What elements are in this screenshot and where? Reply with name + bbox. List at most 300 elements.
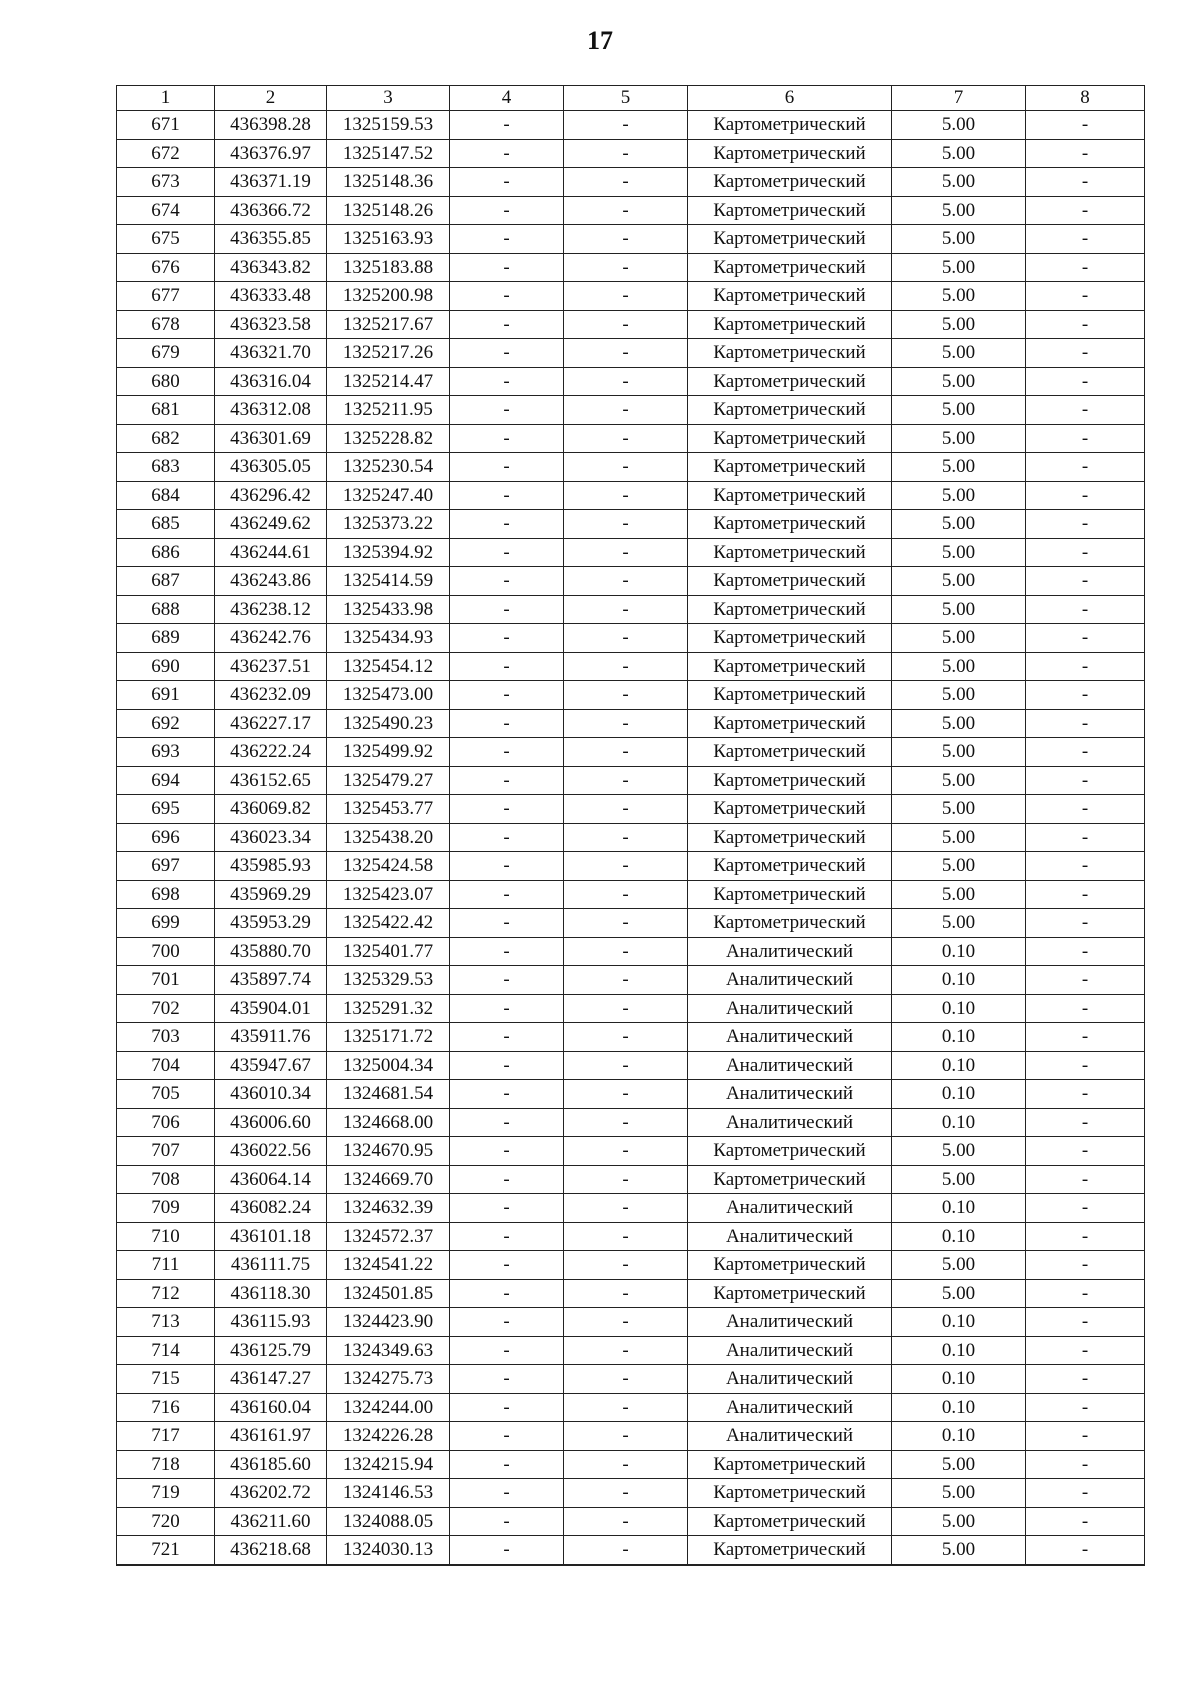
- column-8-cell: -: [1026, 709, 1145, 738]
- column-8-cell: -: [1026, 1279, 1145, 1308]
- method-cell: Картометрический: [688, 823, 892, 852]
- column-4-cell: -: [450, 196, 564, 225]
- y-coordinate-cell: 1325183.88: [327, 253, 450, 282]
- y-coordinate-cell: 1325230.54: [327, 453, 450, 482]
- method-cell: Аналитический: [688, 1023, 892, 1052]
- method-cell: Картометрический: [688, 538, 892, 567]
- accuracy-cell: 5.00: [892, 424, 1026, 453]
- accuracy-cell: 5.00: [892, 310, 1026, 339]
- column-5-cell: -: [564, 1194, 688, 1223]
- accuracy-cell: 0.10: [892, 937, 1026, 966]
- column-4-cell: -: [450, 282, 564, 311]
- method-cell: Картометрический: [688, 909, 892, 938]
- column-4-cell: -: [450, 795, 564, 824]
- table-row: [117, 624, 1145, 653]
- x-coordinate-cell: 436147.27: [215, 1365, 327, 1394]
- point-number-cell: 719: [117, 1479, 215, 1508]
- accuracy-cell: 5.00: [892, 738, 1026, 767]
- column-8-cell: -: [1026, 624, 1145, 653]
- table-row: [117, 111, 1145, 140]
- y-coordinate-cell: 1324423.90: [327, 1308, 450, 1337]
- x-coordinate-cell: 436211.60: [215, 1507, 327, 1536]
- column-8-cell: -: [1026, 1536, 1145, 1565]
- y-coordinate-cell: 1325148.26: [327, 196, 450, 225]
- point-number-cell: 677: [117, 282, 215, 311]
- x-coordinate-cell: 436227.17: [215, 709, 327, 738]
- accuracy-cell: 5.00: [892, 1279, 1026, 1308]
- y-coordinate-cell: 1324088.05: [327, 1507, 450, 1536]
- method-cell: Картометрический: [688, 310, 892, 339]
- column-5-cell: -: [564, 253, 688, 282]
- column-4-cell: -: [450, 1165, 564, 1194]
- column-4-cell: -: [450, 681, 564, 710]
- accuracy-cell: 5.00: [892, 168, 1026, 197]
- table-row: [117, 823, 1145, 852]
- accuracy-cell: 5.00: [892, 139, 1026, 168]
- column-5-cell: -: [564, 909, 688, 938]
- table-row: [117, 966, 1145, 995]
- accuracy-cell: 5.00: [892, 624, 1026, 653]
- column-8-cell: -: [1026, 196, 1145, 225]
- point-number-cell: 683: [117, 453, 215, 482]
- column-5-cell: -: [564, 453, 688, 482]
- coordinates-table: [116, 85, 1145, 1566]
- method-cell: Картометрический: [688, 396, 892, 425]
- y-coordinate-cell: 1324030.13: [327, 1536, 450, 1565]
- point-number-cell: 675: [117, 225, 215, 254]
- method-cell: Аналитический: [688, 966, 892, 995]
- column-4-cell: -: [450, 1308, 564, 1337]
- column-8-cell: -: [1026, 1080, 1145, 1109]
- column-5-cell: -: [564, 1308, 688, 1337]
- point-number-cell: 692: [117, 709, 215, 738]
- column-4-cell: -: [450, 567, 564, 596]
- method-cell: Аналитический: [688, 1422, 892, 1451]
- point-number-cell: 706: [117, 1108, 215, 1137]
- method-cell: Картометрический: [688, 1536, 892, 1565]
- column-5-cell: -: [564, 396, 688, 425]
- point-number-cell: 715: [117, 1365, 215, 1394]
- column-8-cell: -: [1026, 367, 1145, 396]
- x-coordinate-cell: 436101.18: [215, 1222, 327, 1251]
- method-cell: Аналитический: [688, 937, 892, 966]
- table-row: [117, 310, 1145, 339]
- point-number-cell: 674: [117, 196, 215, 225]
- table-row: [117, 994, 1145, 1023]
- y-coordinate-cell: 1325329.53: [327, 966, 450, 995]
- point-number-cell: 701: [117, 966, 215, 995]
- table-row: [117, 795, 1145, 824]
- y-coordinate-cell: 1325291.32: [327, 994, 450, 1023]
- x-coordinate-cell: 435897.74: [215, 966, 327, 995]
- column-8-cell: -: [1026, 823, 1145, 852]
- point-number-cell: 678: [117, 310, 215, 339]
- column-4-cell: -: [450, 1279, 564, 1308]
- column-8-cell: -: [1026, 1222, 1145, 1251]
- column-4-cell: -: [450, 1080, 564, 1109]
- accuracy-cell: 5.00: [892, 709, 1026, 738]
- point-number-cell: 671: [117, 111, 215, 140]
- y-coordinate-cell: 1325401.77: [327, 937, 450, 966]
- accuracy-cell: 0.10: [892, 1051, 1026, 1080]
- column-5-cell: -: [564, 339, 688, 368]
- accuracy-cell: 5.00: [892, 595, 1026, 624]
- x-coordinate-cell: 436242.76: [215, 624, 327, 653]
- column-8-cell: -: [1026, 1479, 1145, 1508]
- table-row: [117, 396, 1145, 425]
- y-coordinate-cell: 1324670.95: [327, 1137, 450, 1166]
- x-coordinate-cell: 436160.04: [215, 1393, 327, 1422]
- y-coordinate-cell: 1325433.98: [327, 595, 450, 624]
- column-5-cell: -: [564, 1365, 688, 1394]
- x-coordinate-cell: 436243.86: [215, 567, 327, 596]
- x-coordinate-cell: 436366.72: [215, 196, 327, 225]
- point-number-cell: 690: [117, 652, 215, 681]
- column-8-cell: -: [1026, 994, 1145, 1023]
- x-coordinate-cell: 436023.34: [215, 823, 327, 852]
- x-coordinate-cell: 436118.30: [215, 1279, 327, 1308]
- column-8-cell: -: [1026, 168, 1145, 197]
- column-5-cell: -: [564, 880, 688, 909]
- point-number-cell: 694: [117, 766, 215, 795]
- point-number-cell: 672: [117, 139, 215, 168]
- column-4-cell: -: [450, 852, 564, 881]
- column-8-cell: -: [1026, 909, 1145, 938]
- page-number: 17: [587, 26, 613, 55]
- point-number-cell: 712: [117, 1279, 215, 1308]
- column-5-cell: -: [564, 852, 688, 881]
- table-row: [117, 225, 1145, 254]
- y-coordinate-cell: 1325228.82: [327, 424, 450, 453]
- column-4-cell: -: [450, 1365, 564, 1394]
- column-4-cell: -: [450, 1023, 564, 1052]
- accuracy-cell: 5.00: [892, 681, 1026, 710]
- accuracy-cell: 0.10: [892, 1023, 1026, 1052]
- point-number-cell: 708: [117, 1165, 215, 1194]
- column-4-cell: -: [450, 1051, 564, 1080]
- column-8-cell: -: [1026, 1165, 1145, 1194]
- column-5-cell: -: [564, 282, 688, 311]
- x-coordinate-cell: 436006.60: [215, 1108, 327, 1137]
- table-row: [117, 253, 1145, 282]
- y-coordinate-cell: 1324681.54: [327, 1080, 450, 1109]
- point-number-cell: 698: [117, 880, 215, 909]
- column-5-cell: -: [564, 795, 688, 824]
- table-row: [117, 567, 1145, 596]
- column-4-cell: -: [450, 937, 564, 966]
- table-row: [117, 196, 1145, 225]
- column-5-cell: -: [564, 1536, 688, 1565]
- column-8-cell: -: [1026, 1137, 1145, 1166]
- table-row: [117, 880, 1145, 909]
- table-row: [117, 1222, 1145, 1251]
- y-coordinate-cell: 1324572.37: [327, 1222, 450, 1251]
- accuracy-cell: 0.10: [892, 1222, 1026, 1251]
- x-coordinate-cell: 436355.85: [215, 225, 327, 254]
- column-4-cell: -: [450, 1194, 564, 1223]
- method-cell: Аналитический: [688, 1365, 892, 1394]
- point-number-cell: 713: [117, 1308, 215, 1337]
- point-number-cell: 697: [117, 852, 215, 881]
- table-row: [117, 766, 1145, 795]
- column-8-cell: -: [1026, 652, 1145, 681]
- table-row: [117, 852, 1145, 881]
- table-row: [117, 282, 1145, 311]
- point-number-cell: 691: [117, 681, 215, 710]
- accuracy-cell: 5.00: [892, 111, 1026, 140]
- method-cell: Картометрический: [688, 339, 892, 368]
- column-8-cell: -: [1026, 1450, 1145, 1479]
- method-cell: Картометрический: [688, 367, 892, 396]
- column-5-cell: -: [564, 624, 688, 653]
- column-4-cell: -: [450, 652, 564, 681]
- accuracy-cell: 5.00: [892, 396, 1026, 425]
- column-8-cell: -: [1026, 538, 1145, 567]
- point-number-cell: 687: [117, 567, 215, 596]
- column-5-cell: -: [564, 652, 688, 681]
- point-number-cell: 700: [117, 937, 215, 966]
- column-5-cell: -: [564, 823, 688, 852]
- x-coordinate-cell: 436111.75: [215, 1251, 327, 1280]
- column-5-cell: -: [564, 1450, 688, 1479]
- point-number-cell: 704: [117, 1051, 215, 1080]
- column-header: 1: [117, 86, 215, 111]
- accuracy-cell: 0.10: [892, 1194, 1026, 1223]
- column-8-cell: -: [1026, 510, 1145, 539]
- x-coordinate-cell: 436064.14: [215, 1165, 327, 1194]
- table-row: [117, 1479, 1145, 1508]
- column-5-cell: -: [564, 1023, 688, 1052]
- table-row: [117, 481, 1145, 510]
- x-coordinate-cell: 436312.08: [215, 396, 327, 425]
- accuracy-cell: 5.00: [892, 795, 1026, 824]
- column-8-cell: -: [1026, 339, 1145, 368]
- x-coordinate-cell: 436249.62: [215, 510, 327, 539]
- column-4-cell: -: [450, 538, 564, 567]
- column-4-cell: -: [450, 1336, 564, 1365]
- x-coordinate-cell: 435947.67: [215, 1051, 327, 1080]
- table-row: [117, 453, 1145, 482]
- column-8-cell: -: [1026, 139, 1145, 168]
- method-cell: Картометрический: [688, 1479, 892, 1508]
- x-coordinate-cell: 436296.42: [215, 481, 327, 510]
- y-coordinate-cell: 1325499.92: [327, 738, 450, 767]
- column-5-cell: -: [564, 567, 688, 596]
- column-4-cell: -: [450, 624, 564, 653]
- point-number-cell: 702: [117, 994, 215, 1023]
- column-8-cell: -: [1026, 225, 1145, 254]
- y-coordinate-cell: 1325200.98: [327, 282, 450, 311]
- column-5-cell: -: [564, 766, 688, 795]
- column-8-cell: -: [1026, 253, 1145, 282]
- accuracy-cell: 5.00: [892, 1137, 1026, 1166]
- method-cell: Аналитический: [688, 1308, 892, 1337]
- column-8-cell: -: [1026, 1308, 1145, 1337]
- method-cell: Картометрический: [688, 196, 892, 225]
- column-8-cell: -: [1026, 595, 1145, 624]
- point-number-cell: 709: [117, 1194, 215, 1223]
- method-cell: Картометрический: [688, 253, 892, 282]
- method-cell: Картометрический: [688, 111, 892, 140]
- column-5-cell: -: [564, 1507, 688, 1536]
- column-4-cell: -: [450, 1108, 564, 1137]
- x-coordinate-cell: 436161.97: [215, 1422, 327, 1451]
- column-header: 5: [564, 86, 688, 111]
- method-cell: Картометрический: [688, 709, 892, 738]
- point-number-cell: 684: [117, 481, 215, 510]
- table-row: [117, 367, 1145, 396]
- accuracy-cell: 0.10: [892, 994, 1026, 1023]
- x-coordinate-cell: 436022.56: [215, 1137, 327, 1166]
- column-4-cell: -: [450, 1479, 564, 1508]
- column-5-cell: -: [564, 225, 688, 254]
- column-4-cell: -: [450, 139, 564, 168]
- column-8-cell: -: [1026, 1194, 1145, 1223]
- x-coordinate-cell: 436010.34: [215, 1080, 327, 1109]
- accuracy-cell: 5.00: [892, 652, 1026, 681]
- column-5-cell: -: [564, 1080, 688, 1109]
- column-5-cell: -: [564, 168, 688, 197]
- y-coordinate-cell: 1325217.67: [327, 310, 450, 339]
- method-cell: Картометрический: [688, 1279, 892, 1308]
- accuracy-cell: 0.10: [892, 1336, 1026, 1365]
- y-coordinate-cell: 1325438.20: [327, 823, 450, 852]
- point-number-cell: 689: [117, 624, 215, 653]
- column-8-cell: -: [1026, 1336, 1145, 1365]
- method-cell: Картометрический: [688, 481, 892, 510]
- x-coordinate-cell: 435985.93: [215, 852, 327, 881]
- table-row: [117, 595, 1145, 624]
- point-number-cell: 717: [117, 1422, 215, 1451]
- method-cell: Картометрический: [688, 1165, 892, 1194]
- x-coordinate-cell: 436376.97: [215, 139, 327, 168]
- table-row: [117, 1194, 1145, 1223]
- y-coordinate-cell: 1324349.63: [327, 1336, 450, 1365]
- y-coordinate-cell: 1324632.39: [327, 1194, 450, 1223]
- x-coordinate-cell: 435969.29: [215, 880, 327, 909]
- column-5-cell: -: [564, 937, 688, 966]
- column-4-cell: -: [450, 595, 564, 624]
- column-5-cell: -: [564, 367, 688, 396]
- column-8-cell: -: [1026, 481, 1145, 510]
- column-5-cell: -: [564, 538, 688, 567]
- method-cell: Картометрический: [688, 880, 892, 909]
- column-8-cell: -: [1026, 567, 1145, 596]
- column-5-cell: -: [564, 1422, 688, 1451]
- point-number-cell: 705: [117, 1080, 215, 1109]
- table-row: [117, 1023, 1145, 1052]
- column-4-cell: -: [450, 709, 564, 738]
- column-5-cell: -: [564, 1165, 688, 1194]
- column-5-cell: -: [564, 738, 688, 767]
- column-8-cell: -: [1026, 1051, 1145, 1080]
- table-row: [117, 1308, 1145, 1337]
- point-number-cell: 696: [117, 823, 215, 852]
- column-4-cell: -: [450, 453, 564, 482]
- accuracy-cell: 5.00: [892, 766, 1026, 795]
- column-8-cell: -: [1026, 1422, 1145, 1451]
- x-coordinate-cell: 435953.29: [215, 909, 327, 938]
- accuracy-cell: 5.00: [892, 1507, 1026, 1536]
- column-5-cell: -: [564, 1336, 688, 1365]
- accuracy-cell: 0.10: [892, 1080, 1026, 1109]
- method-cell: Картометрический: [688, 624, 892, 653]
- column-4-cell: -: [450, 253, 564, 282]
- accuracy-cell: 0.10: [892, 1422, 1026, 1451]
- column-header: 3: [327, 86, 450, 111]
- column-5-cell: -: [564, 1051, 688, 1080]
- method-cell: Аналитический: [688, 1108, 892, 1137]
- table-row: [117, 1251, 1145, 1280]
- column-8-cell: -: [1026, 1365, 1145, 1394]
- point-number-cell: 699: [117, 909, 215, 938]
- column-5-cell: -: [564, 966, 688, 995]
- x-coordinate-cell: 436125.79: [215, 1336, 327, 1365]
- accuracy-cell: 5.00: [892, 282, 1026, 311]
- column-5-cell: -: [564, 595, 688, 624]
- method-cell: Картометрический: [688, 510, 892, 539]
- y-coordinate-cell: 1325171.72: [327, 1023, 450, 1052]
- point-number-cell: 714: [117, 1336, 215, 1365]
- x-coordinate-cell: 436202.72: [215, 1479, 327, 1508]
- method-cell: Картометрический: [688, 1137, 892, 1166]
- column-4-cell: -: [450, 823, 564, 852]
- method-cell: Аналитический: [688, 1194, 892, 1223]
- column-4-cell: -: [450, 310, 564, 339]
- column-5-cell: -: [564, 310, 688, 339]
- column-5-cell: -: [564, 1137, 688, 1166]
- column-header: 2: [215, 86, 327, 111]
- method-cell: Картометрический: [688, 225, 892, 254]
- method-cell: Картометрический: [688, 139, 892, 168]
- accuracy-cell: 5.00: [892, 253, 1026, 282]
- point-number-cell: 703: [117, 1023, 215, 1052]
- point-number-cell: 710: [117, 1222, 215, 1251]
- column-4-cell: -: [450, 966, 564, 995]
- table-row: [117, 709, 1145, 738]
- point-number-cell: 680: [117, 367, 215, 396]
- point-number-cell: 676: [117, 253, 215, 282]
- column-4-cell: -: [450, 909, 564, 938]
- accuracy-cell: 5.00: [892, 1251, 1026, 1280]
- y-coordinate-cell: 1325394.92: [327, 538, 450, 567]
- column-5-cell: -: [564, 1251, 688, 1280]
- accuracy-cell: 5.00: [892, 823, 1026, 852]
- method-cell: Картометрический: [688, 766, 892, 795]
- x-coordinate-cell: 436232.09: [215, 681, 327, 710]
- column-4-cell: -: [450, 111, 564, 140]
- method-cell: Аналитический: [688, 1080, 892, 1109]
- x-coordinate-cell: 436343.82: [215, 253, 327, 282]
- column-4-cell: -: [450, 1251, 564, 1280]
- method-cell: Картометрический: [688, 168, 892, 197]
- y-coordinate-cell: 1325422.42: [327, 909, 450, 938]
- table-row: [117, 1450, 1145, 1479]
- method-cell: Картометрический: [688, 1450, 892, 1479]
- point-number-cell: 711: [117, 1251, 215, 1280]
- method-cell: Аналитический: [688, 1051, 892, 1080]
- column-4-cell: -: [450, 367, 564, 396]
- point-number-cell: 681: [117, 396, 215, 425]
- y-coordinate-cell: 1324244.00: [327, 1393, 450, 1422]
- x-coordinate-cell: 436316.04: [215, 367, 327, 396]
- point-number-cell: 682: [117, 424, 215, 453]
- column-8-cell: -: [1026, 1023, 1145, 1052]
- table-row: [117, 168, 1145, 197]
- accuracy-cell: 5.00: [892, 880, 1026, 909]
- column-8-cell: -: [1026, 852, 1145, 881]
- point-number-cell: 721: [117, 1536, 215, 1565]
